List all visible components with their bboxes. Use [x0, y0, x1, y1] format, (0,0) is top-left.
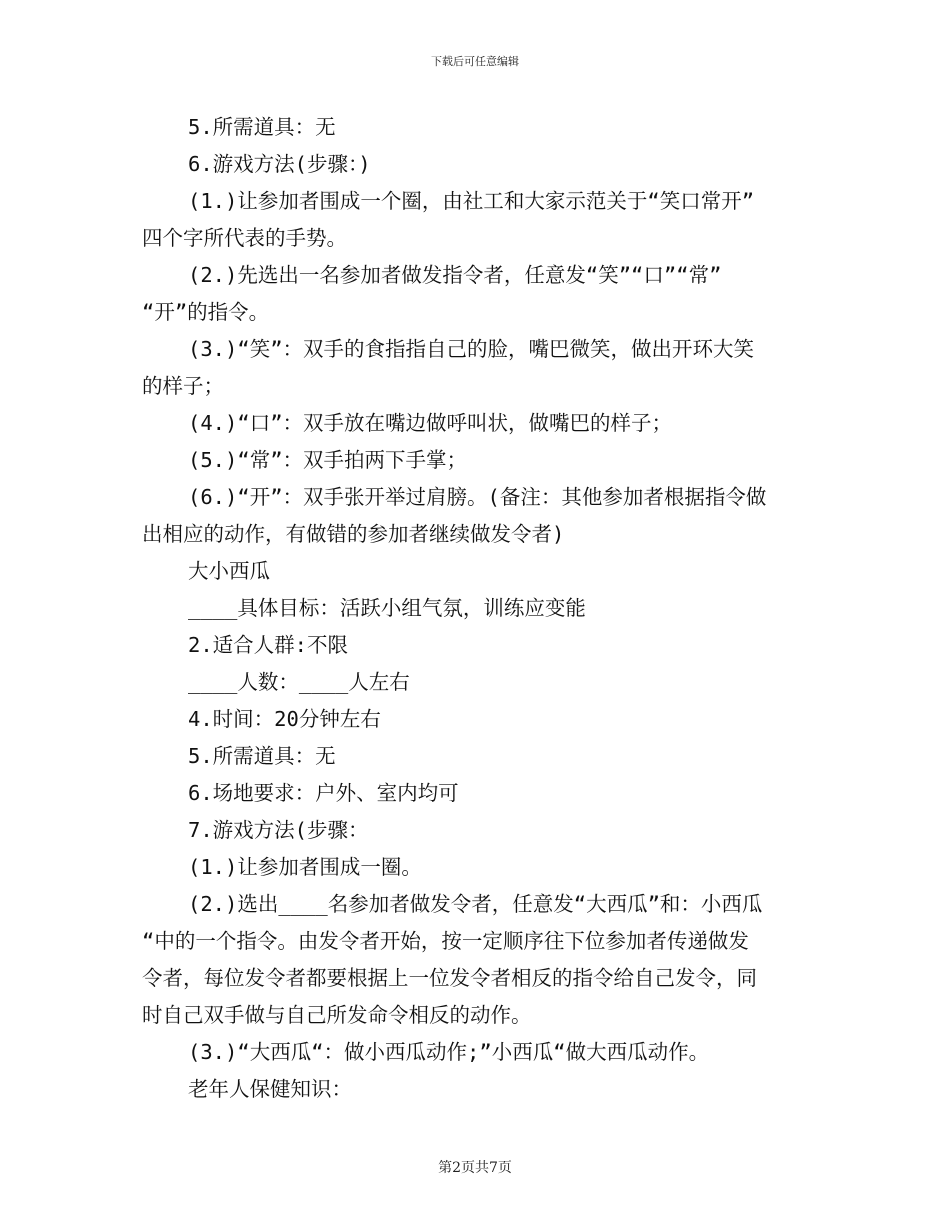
text-line: (2.)先选出一名参加者做发指令者，任意发“笑”“口”“常”: [188, 263, 722, 287]
text-line: (3.)“大西瓜“：做小西瓜动作;”小西瓜“做大西瓜动作。: [188, 1040, 710, 1064]
text-line: (1.)让参加者围成一圈。: [188, 855, 422, 879]
text-line: “开”的指令。: [142, 300, 270, 324]
text-line: 2.适合人群:不限: [188, 633, 349, 657]
text-line: ____人数：____人左右: [188, 670, 410, 694]
text-line: (3.)“笑”：双手的食指指自己的脸，嘴巴微笑，做出开环大笑: [188, 337, 755, 361]
text-line: 时自己双手做与自己所发命令相反的动作。: [142, 1003, 532, 1027]
text-line: “中的一个指令。由发令者开始，按一定顺序往下位参加者传递做发: [142, 929, 749, 953]
text-line: 6.游戏方法(步骤：): [188, 152, 371, 176]
text-line: 令者，每位发令者都要根据上一位发令者相反的指令给自己发令，同: [142, 966, 757, 990]
text-line: (6.)“开”：双手张开举过肩膀。(备注：其他参加者根据指令做: [188, 485, 767, 509]
text-line: 出相应的动作，有做错的参加者继续做发令者): [142, 522, 565, 546]
text-line: 6.场地要求：户外、室内均可: [188, 781, 459, 805]
text-line: 4.时间：20分钟左右: [188, 707, 381, 731]
text-line: (1.)让参加者围成一个圈，由社工和大家示范关于“笑口常开”: [188, 189, 755, 213]
text-line: 老年人保健知识：: [188, 1077, 352, 1101]
page-footer: 第2页共7页: [438, 1160, 512, 1176]
text-line: 5.所需道具：无: [188, 744, 336, 768]
text-line: (2.)选出____名参加者做发令者，任意发“大西瓜”和：小西瓜: [188, 892, 763, 916]
text-line: (5.)“常”：双手拍两下手掌；: [188, 448, 468, 472]
text-line: 大小西瓜: [188, 559, 270, 583]
text-line: 5.所需道具：无: [188, 115, 336, 139]
page-header: 下载后可任意编辑: [431, 55, 519, 68]
text-line: 的样子；: [142, 374, 224, 398]
text-line: 四个字所代表的手势。: [142, 226, 347, 250]
text-line: (4.)“口”：双手放在嘴边做呼叫状，做嘴巴的样子；: [188, 411, 673, 435]
text-line: ____具体目标：活跃小组气氛，训练应变能: [188, 596, 586, 620]
text-line: 7.游戏方法(步骤：: [188, 818, 369, 842]
